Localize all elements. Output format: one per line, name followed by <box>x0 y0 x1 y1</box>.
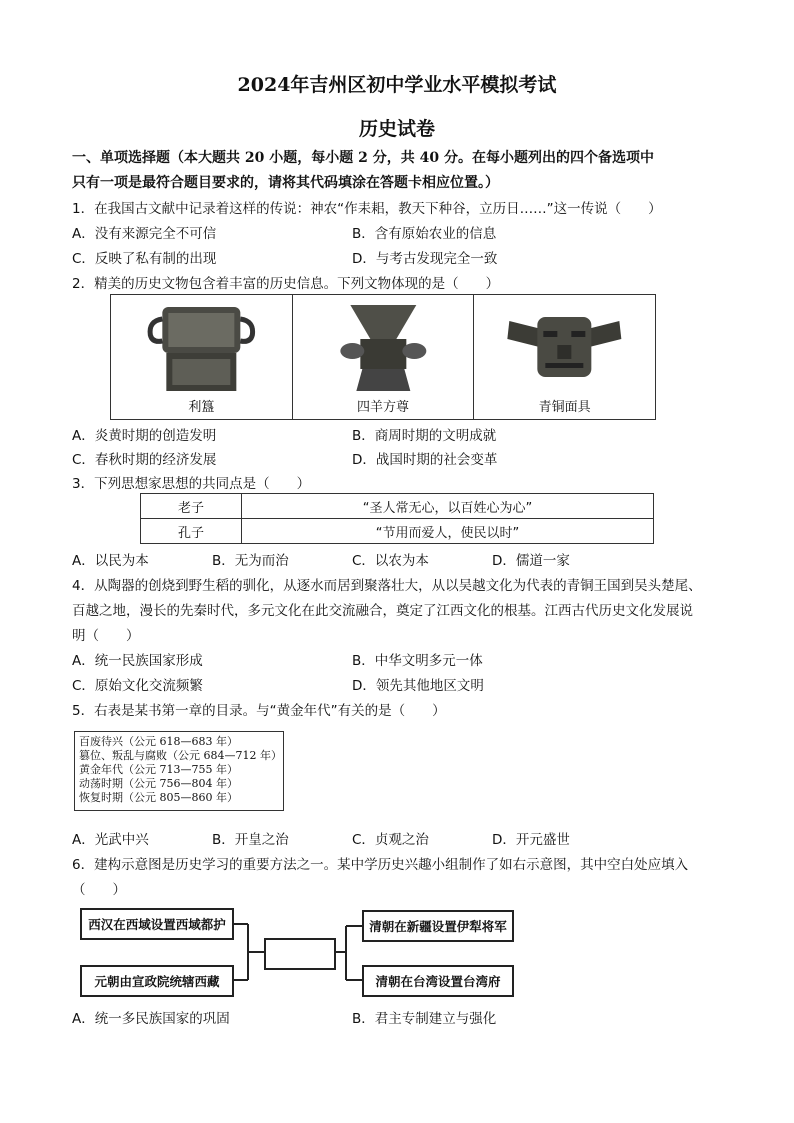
diagram-blank-box <box>264 938 336 970</box>
q3-option-c: C．以农为本 <box>352 553 429 569</box>
bronze-mask-caption: 青铜面具 <box>538 400 591 415</box>
q5-stem: 5．右表是某书第一章的目录。与“黄金年代”有关的是（ ） <box>72 703 446 719</box>
diagram-box-yuan: 元朝由宣政院统辖西藏 <box>80 965 234 997</box>
q1-option-d: D．与考古发现完全一致 <box>352 251 498 267</box>
toc-entry: 篡位、叛乱与腐败（公元 684—712 年） <box>79 749 282 762</box>
q2-option-b: B．商周时期的文明成就 <box>352 428 497 444</box>
q1-option-b: B．含有原始农业的信息 <box>352 226 497 242</box>
q4-option-a: A．统一民族国家形成 <box>72 653 203 669</box>
diagram-box-western-han: 西汉在西域设置西域都护 <box>80 908 234 940</box>
toc-entry: 动荡时期（公元 756—804 年） <box>79 777 238 790</box>
thinker-quote: “节用而爱人，使民以时” <box>242 519 654 544</box>
q3-option-a: A．以民为本 <box>72 553 149 569</box>
exam-title: 2024年吉州区初中学业水平模拟考试 <box>237 74 557 96</box>
section-heading-line1: 一、单项选择题（本大题共 20 小题，每小题 2 分，共 40 分。在每小题列出的四个备选项中 <box>72 150 654 166</box>
diagram-box-qing-taiwan: 清朝在台湾设置台湾府 <box>362 965 514 997</box>
q2-option-a: A．炎黄时期的创造发明 <box>72 428 217 444</box>
q2-stem: 2．精美的历史文物包含着丰富的历史信息。下列文物体现的是（ ） <box>72 276 500 292</box>
q2-option-c: C．春秋时期的经济发展 <box>72 452 217 468</box>
q4-option-b: B．中华文明多元一体 <box>352 653 483 669</box>
section-heading-line2: 只有一项是最符合题目要求的，请将其代码填涂在答题卡相应位置。） <box>72 175 499 191</box>
thinker-name: 孔子 <box>141 519 242 544</box>
toc-entry: 黄金年代（公元 713—755 年） <box>79 763 238 776</box>
q6-option-a: A．统一多民族国家的巩固 <box>72 1011 230 1027</box>
q5-option-b: B．开皇之治 <box>212 832 289 848</box>
q4-option-c: C．原始文化交流频繁 <box>72 678 203 694</box>
q5-option-c: C．贞观之治 <box>352 832 429 848</box>
q4-option-d: D．领先其他地区文明 <box>352 678 484 694</box>
q4-stem-line3: 明（ ） <box>72 628 140 644</box>
q6-stem-line1: 6．建构示意图是历史学习的重要方法之一。某中学历史兴趣小组制作了如右示意图，其中空白处应填入 <box>72 857 689 873</box>
thinker-name: 老子 <box>141 494 242 519</box>
q1-option-a: A．没有来源完全不可信 <box>72 226 217 242</box>
q3-option-d: D．儒道一家 <box>492 553 570 569</box>
diagram-box-qing-xinjiang: 清朝在新疆设置伊犁将军 <box>362 910 514 942</box>
q6-stem-line2: （ ） <box>72 882 126 898</box>
q5-option-d: D．开元盛世 <box>492 832 570 848</box>
q2-option-d: D．战国时期的社会变革 <box>352 452 498 468</box>
q4-stem-line1: 4．从陶器的创烧到野生稻的驯化，从逐水而居到聚落壮大，从以吴越文化为代表的青铜王国到吴头楚尾、 <box>72 578 702 594</box>
toc-entry: 恢复时期（公元 805—860 年） <box>79 791 238 804</box>
q4-stem-line2: 百越之地，漫长的先秦时代，多元文化在此交流融合，奠定了江西文化的根基。江西古代历史文化发展说 <box>72 603 693 619</box>
thinker-quote: “圣人常无心，以百姓心为心” <box>242 494 654 519</box>
toc-entry: 百废待兴（公元 618—683 年） <box>79 735 238 748</box>
q3-option-b: B．无为而治 <box>212 553 289 569</box>
q1-option-c: C．反映了私有制的出现 <box>72 251 217 267</box>
ligui-caption: 利簋 <box>188 400 215 415</box>
siyang-fangzun-caption: 四羊方尊 <box>357 400 410 415</box>
q6-option-b: B．君主专制建立与强化 <box>352 1011 497 1027</box>
q3-stem: 3．下列思想家思想的共同点是（ ） <box>72 476 311 492</box>
q5-option-a: A．光武中兴 <box>72 832 149 848</box>
q1-stem: 1．在我国古文献中记录着这样的传说：神农“作耒耜，教天下种谷，立历日……”这一传说（ ） <box>72 201 662 217</box>
exam-subtitle: 历史试卷 <box>358 118 435 140</box>
